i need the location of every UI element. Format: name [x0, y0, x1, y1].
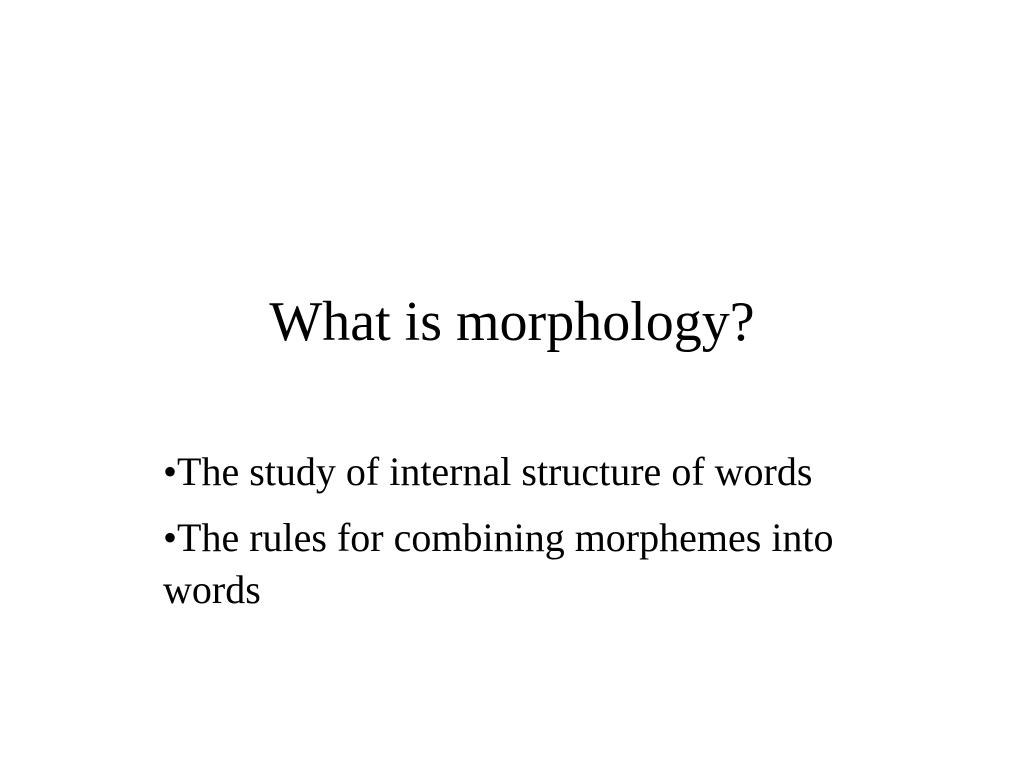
bullet-item: [163, 512, 883, 616]
bullet-marker: •: [163, 449, 178, 494]
bullet-text: The rules for combining morphemes into words: [163, 515, 834, 612]
bullet-item: [163, 446, 883, 498]
bullet-list: [163, 446, 883, 630]
bullet-text: The study of internal structure of words: [177, 449, 813, 494]
bullet-marker: •: [163, 515, 178, 560]
slide-title: What is morphology?: [269, 291, 755, 353]
